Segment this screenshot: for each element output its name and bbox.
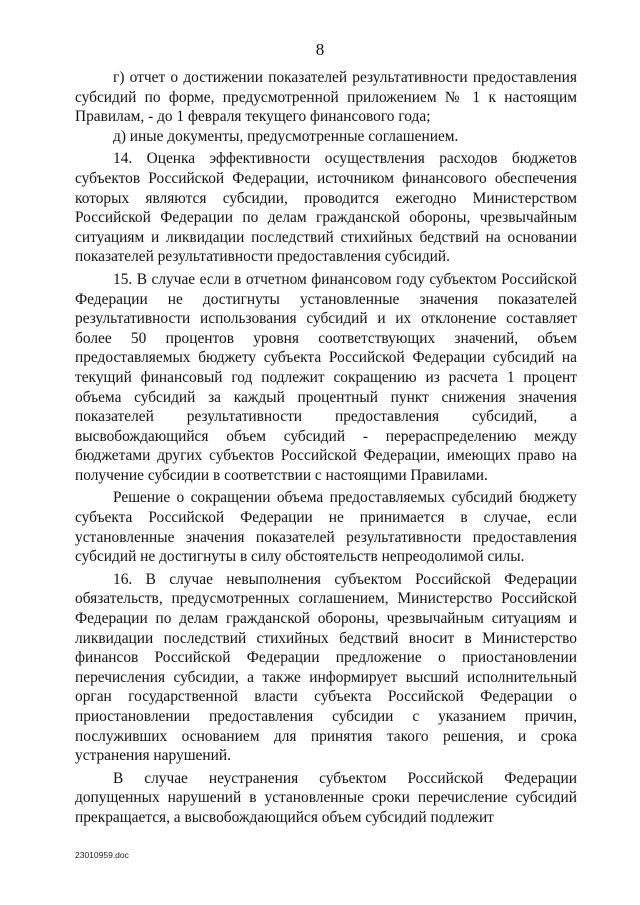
- paragraph-item-g: г) отчет о достижении показателей результативности предоставления субсидий по форме, предусмотренной приложением № 1 к настоящим Правилам, - до 1 февраля текущего финансового года;: [75, 69, 577, 126]
- paragraph-item-d: д) иные документы, предусмотренные соглашением.: [113, 127, 459, 145]
- footer-filename: 23010959.doc: [75, 850, 129, 860]
- paragraph-15-decision: Решение о сокращении объема предоставляемых субсидий бюджету субъекта Российской Федерации не принимается в случае, если установленные значения показателей результативности предоставления субсидий не достигнуты в силу обстоятельств непреодолимой силы.: [75, 489, 577, 566]
- paragraph-16: 16. В случае невыполнения субъектом Российской Федерации обязательств, предусмотренных соглашением, Министерство Российской Федерации по делам гражданской обороны, чрезвычайным ситуациям и ликвидации последствий стихийных бедствий вносит в Министерство финансов Российской Федерации предложение о приостановлении перечисления субсидии, а также информирует высший исполнительный орган государственной власти субъекта Российской Федерации о приостановлении предоставления субсидии с указанием причин, послуживших основанием для принятия такого решения, и срока устранения нарушений.: [75, 570, 577, 765]
- paragraph-14: 14. Оценка эффективности осуществления расходов бюджетов субъектов Российской Федерации, источником финансового обеспечения которых являются субсидии, проводится ежегодно Министерством Российской Федерации по делам гражданской обороны, чрезвычайным ситуациям и ликвидации последствий стихийных бедствий на основании показателей результативности предоставления субсидий.: [75, 150, 577, 266]
- paragraph-15: 15. В случае если в отчетном финансовом году субъектом Российской Федерации не достигнуты установленные значения показателей результативности использования субсидий и их отклонение составляет более 50 процентов уровня соответствующих значений, объем предоставляемых бюджету субъекта Российской Федерации субсидий на текущий финансовый год подлежит сокращению из расчета 1 процент объема субсидий за каждый процентный пункт снижения значения показателей результативности предоставления субсидий, а высвобождающийся объем субсидий - перераспределению между бюджетами других субъектов Российской Федерации, имеющих право на получение субсидии в соответствии с настоящими Правилами.: [75, 270, 577, 484]
- page-number: 8: [315, 40, 325, 59]
- document-body: [75, 68, 577, 828]
- paragraph-16-continuation: В случае неустранения субъектом Российской Федерации допущенных нарушений в установленные сроки перечисление субсидий прекращается, а высвобождающийся объем субсидий подлежит: [75, 769, 577, 826]
